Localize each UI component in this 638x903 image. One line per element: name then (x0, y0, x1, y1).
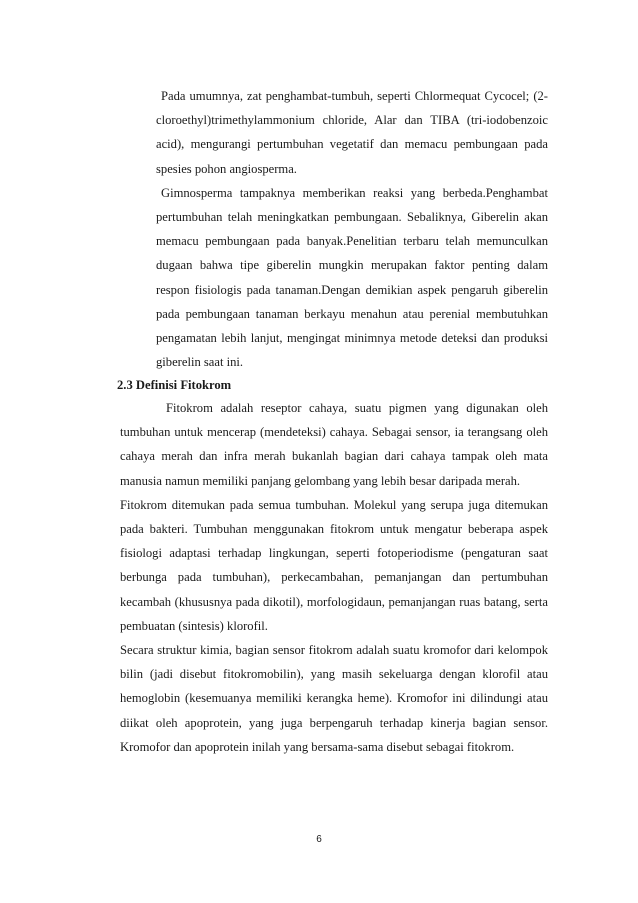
paragraph: Fitokrom adalah reseptor cahaya, suatu pigmen yang digunakan oleh tumbuhan untuk mencerap (mendeteksi) cahaya. Sebagai sensor, ia terangsang oleh cahaya merah dan infra merah bukanlah bagian dari cahaya tampak oleh mata manusia namun memiliki panjang gelombang yang lebih besar daripada merah. (120, 401, 548, 488)
paragraph: Secara struktur kimia, bagian sensor fitokrom adalah suatu kromofor dari kelompok bilin (jadi disebut fitokromobilin), yang masih sekeluarga dengan klorofil atau hemoglobin (kesemuanya memiliki kerangka heme). Kromofor ini dilindungi atau diikat oleh apoprotein, yang juga berpengaruh terhadap kinerja bagian sensor. Kromofor dan apoprotein inilah yang bersama-sama disebut sebagai fitokrom. (120, 643, 548, 754)
section-heading: 2.3 Definisi Fitokrom (117, 378, 232, 392)
paragraph: Fitokrom ditemukan pada semua tumbuhan. Molekul yang serupa juga ditemukan pada bakteri. Tumbuhan menggunakan fitokrom untuk mengatur beberapa aspek fisiologi adaptasi terhadap lingkungan, seperti fotoperiodisme (pengaturan saat berbunga pada tumbuhan), perkecambahan, pemanjangan dan pertumbuhan kecambah (khususnya pada dikotil), morfologidaun, pemanjangan ruas batang, serta pembuatan (sintesis) klorofil. (120, 497, 548, 633)
text-block-fitokrom (120, 396, 548, 759)
page-number: 6 (316, 834, 322, 845)
paragraph: Gimnosperma tampaknya memberikan reaksi yang berbeda.Penghambat pertumbuhan telah meningkatkan pembungaan. Sebaliknya, Giberelin akan memacu pembungaan pada banyak.Penelitian terbaru telah memunculkan dugaan bahwa tipe giberelin mungkin merupakan faktor penting dalam respon fisiologis pada tanaman.Dengan demikian aspek pengaruh giberelin pada pembungaan tanaman berkayu menahun atau perenial membutuhkan pengamatan lebih lanjut, mengingat minimnya metode deteksi dan produksi giberelin saat ini. (156, 185, 548, 370)
paragraph: Pada umumnya, zat penghambat-tumbuh, seperti Chlormequat Cycocel; (2-cloroethyl)trimethylammonium chloride, Alar dan TIBA (tri-iodobenzoic acid), mengurangi pertumbuhan vegetatif dan memacu pembungaan pada spesies pohon angiosperma. (156, 89, 548, 176)
text-block-giberelin (156, 84, 548, 374)
